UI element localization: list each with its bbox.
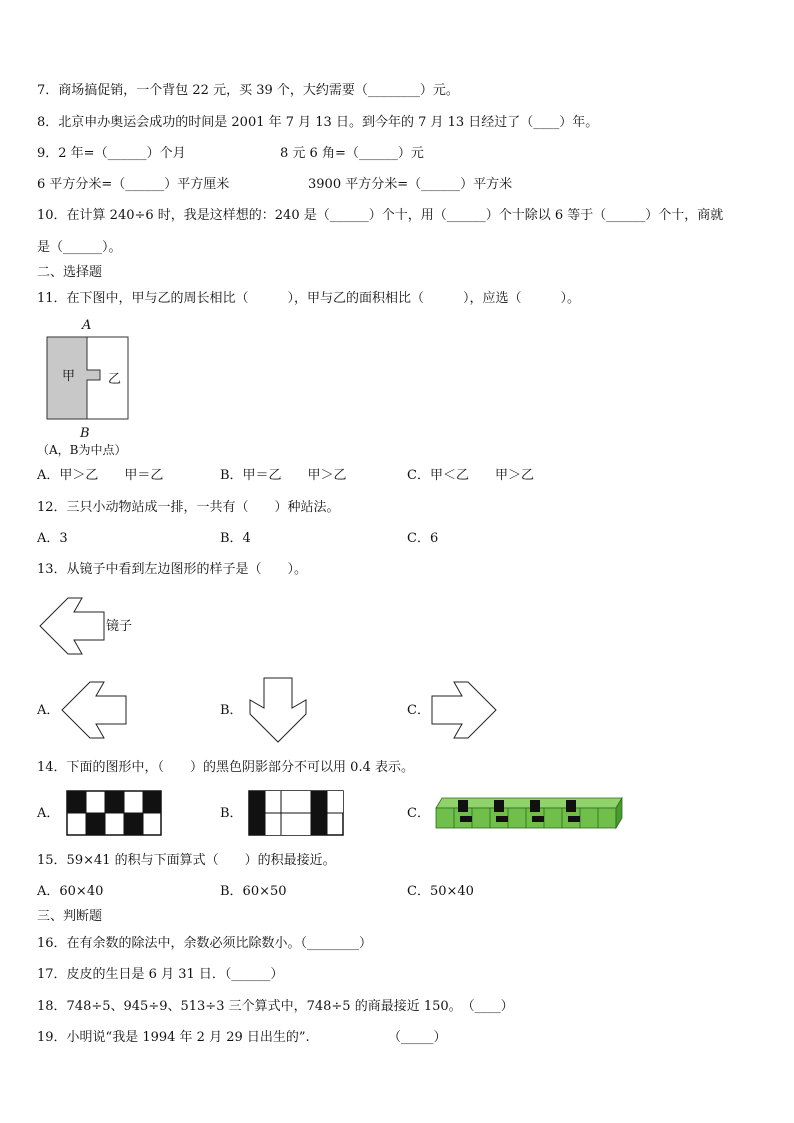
q12-option-c[interactable]: C．6 <box>407 531 439 546</box>
question-9-part-a: 9．2 年=（______）个月 <box>37 146 186 161</box>
arrow-option-c[interactable] <box>430 676 498 744</box>
question-12: 12．三只小动物站成一排，一共有（ ）种站法。 <box>37 500 340 515</box>
q15-option-c[interactable]: C．50×40 <box>407 884 474 899</box>
grid-option-b[interactable] <box>248 790 344 836</box>
q15-option-b[interactable]: B．60×50 <box>220 884 287 899</box>
question-14: 14．下面的图形中，（ ）的黑色阴影部分不可以用 0.4 表示。 <box>37 760 414 775</box>
label-yi: 乙 <box>108 372 122 387</box>
question-9-part-d: 3900 平方分米=（______）平方米 <box>308 177 513 192</box>
question-9-part-b: 8 元 6 角=（______）元 <box>280 146 424 161</box>
q13-option-b[interactable]: B． <box>220 703 243 718</box>
figure-caption: （A，B为中点） <box>37 443 127 457</box>
q11-option-a[interactable]: A．甲＞乙 甲＝乙 <box>37 468 164 483</box>
question-7: 7．商场搞促销，一个背包 22 元，买 39 个，大约需要（________）元。 <box>37 83 459 98</box>
question-17: 17．皮皮的生日是 6 月 31 日．（______） <box>37 967 284 982</box>
q13-option-a[interactable]: A． <box>37 703 60 718</box>
arrow-option-a[interactable] <box>60 676 128 744</box>
section-heading-judgement: 三、判断题 <box>37 909 103 924</box>
q12-option-b[interactable]: B．4 <box>220 531 251 546</box>
cube-row-option-c[interactable] <box>434 798 624 830</box>
question-10-line-2: 是（______）。 <box>37 240 122 255</box>
q14-option-c[interactable]: C． <box>407 806 430 821</box>
q14-option-b[interactable]: B． <box>220 806 243 821</box>
question-9-part-c: 6 平方分米=（______）平方厘米 <box>37 177 230 192</box>
label-b: B <box>80 426 90 441</box>
question-11: 11．在下图中，甲与乙的周长相比（ ），甲与乙的面积相比（ ），应选（ ）。 <box>37 291 581 306</box>
question-8: 8．北京申办奥运会成功的时间是 2001 年 7 月 13 日。到今年的 7 月 13 日经过了（____）年。 <box>37 115 599 130</box>
grid-option-a[interactable] <box>66 790 162 836</box>
question-16: 16．在有余数的除法中，余数必须比除数小。（________） <box>37 936 373 951</box>
label-a: A <box>82 318 92 333</box>
section-heading-choice: 二、选择题 <box>37 265 103 280</box>
question-19-blank[interactable]: （_____） <box>388 1030 447 1045</box>
q13-option-c[interactable]: C． <box>407 703 430 718</box>
mirror-label: 镜子 <box>106 619 133 634</box>
q12-option-a[interactable]: A．3 <box>37 531 68 546</box>
arrow-option-b[interactable] <box>244 676 312 744</box>
question-10-line-1: 10．在计算 240÷6 时，我是这样想的：240 是（______）个十，用（______）个十除以 6 等于（______）个十，商就 <box>37 208 724 223</box>
question-19: 19．小明说“我是 1994 年 2 月 29 日出生的”. <box>37 1030 310 1045</box>
q11-option-b[interactable]: B．甲＝乙 甲＞乙 <box>220 468 347 483</box>
q11-option-c[interactable]: C．甲＜乙 甲＞乙 <box>407 468 534 483</box>
q14-option-a[interactable]: A． <box>37 806 60 821</box>
question-15: 15．59×41 的积与下面算式（ ）的积最接近。 <box>37 853 336 868</box>
question-13: 13．从镜子中看到左边图形的样子是（ ）。 <box>37 562 308 577</box>
q15-option-a[interactable]: A．60×40 <box>37 884 104 899</box>
question-18: 18．748÷5、945÷9、513÷3 三个算式中，748÷5 的商最接近 150。 （____） <box>37 999 514 1014</box>
arrow-shape-original <box>38 592 106 660</box>
label-jia: 甲 <box>62 369 76 384</box>
